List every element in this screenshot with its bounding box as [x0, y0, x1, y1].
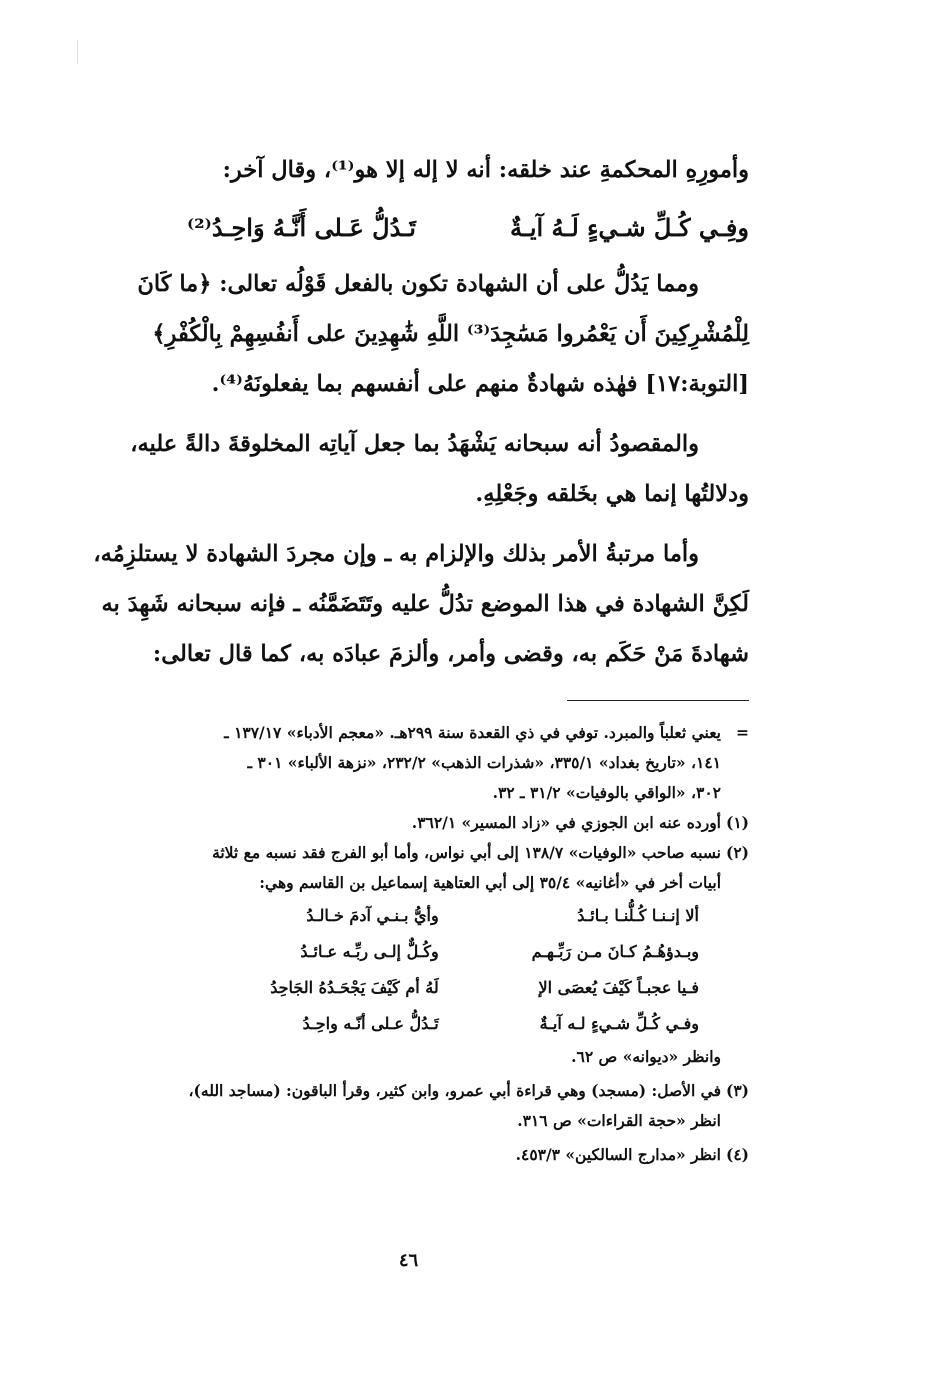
main-text — [93, 145, 749, 679]
poem-hemistich-right: وفـي كُـلِّ شـيءٍ لـه آيـةٌ — [539, 1014, 699, 1033]
footnote-line: ٣٠٢، «الواقي بالوفيات» ٣١/٢ ـ ٣٢. — [492, 783, 721, 802]
body-line: لِلْمُشْرِكِينَ أَن يَعْمُروا مَسَٰجِدَ⁽³⁾ اللَّهِ شَٰهِدِينَ على أَنفُسِهِمْ بِالْكُفْرِ﴾ — [152, 321, 749, 347]
footnote-2: (٢)نسبه صاحب «الوفيات» ١٣٨/٧ إلى أبي نواس، وأما أبو الفرج فقد نسبه مع ثلاثة — [212, 843, 749, 862]
body-line: لَكِنَّ الشهادة في هذا الموضع تدُلُّ عليه وتَتَضَمَّنُه ـ فإنه سبحانه شَهِدَ به — [101, 591, 749, 617]
poem-hemistich-left: لَهُ أم كَيْفَ يَجْحَـدُهُ الجَاحِدُ — [270, 978, 439, 997]
poem-hemistich-left: وأيُّ بـنـي آدمَ خـالـدُ — [306, 906, 439, 925]
footnote-line: وانظر «ديوانه» ص ٦٢. — [571, 1047, 721, 1066]
body-line: وأما مرتبةُ الأمر بذلك والإلزام به ـ وإن مجردَ الشهادة لا يستلزِمُه، — [93, 541, 699, 567]
footnote-poem — [187, 898, 749, 1042]
footnote-3: (٣)في الأصل: (مسجد) وهي قراءة أبي عمرو، وابن كثير، وقرأ الباقون: (مساجد الله)، — [188, 1081, 749, 1100]
body-line: ودلالتُها إنما هي بخَلقه وجَعْلِهِ. — [475, 481, 749, 507]
verse-line — [187, 203, 749, 253]
poem-hemistich-left: تَـدُلُّ عـلى أنّـه واحِـدُ — [302, 1014, 439, 1033]
poem-verse — [217, 898, 699, 934]
poem-verse — [217, 970, 699, 1006]
footnote-line: أبيات أخر في «أغانيه» ٣٥/٤ إلى أبي العتاهية إسماعيل بن القاسم وهي: — [259, 873, 721, 892]
body-line: شهادةَ مَنْ حَكَم به، وقضى وأمر، وألزمَ عبادَه به، كما قال تعالى: — [152, 641, 749, 667]
footnote-line: ١٤١، «تاريخ بغداد» ٣٣٥/١، «شذرات الذهب» ٢٣٢/٢، «نزهة الألباء» ٣٠١ ـ — [247, 753, 721, 772]
poem-verse — [217, 1006, 699, 1042]
body-line: [التوبة:١٧] فهٰذه شهادةٌ منهم على أنفسهم بما يفعلونَهُ⁽⁴⁾. — [211, 371, 749, 397]
footnote-1: (١)أورده عنه ابن الجوزي في «زاد المسير» ٣٦٢/١. — [411, 813, 749, 832]
poem-hemistich-left: وكُـلٌّ إلـى ربِّـه عـائـدُ — [300, 942, 439, 961]
scan-mark — [77, 40, 78, 64]
footnote-marker: = — [736, 723, 749, 742]
verse-hemistich-right: وفِـي كُـلِّ شـيءٍ لَـهُ آيـةٌ — [509, 213, 749, 242]
body-line: وأمورِهِ المحكمةِ عند خلقه: أنه لا إله إلا هو⁽¹⁾، وقال آخر: — [222, 157, 749, 183]
poem-hemistich-right: ألا إنـنـا كُـلُّنـا بـائـدُ — [577, 906, 699, 925]
body-line: والمقصودُ أنه سبحانه يَشْهَدُ بما جعل آياتِه المخلوقةَ دالةً عليه، — [130, 431, 699, 457]
footnote-4: (٤)انظر «مدارج السالكين» ٤٥٣/٣. — [515, 1145, 749, 1164]
footnote-line: =يعني ثعلباً والمبرد. توفي في ذي القعدة سنة ٢٩٩هـ. «معجم الأدباء» ١٣٧/١٧ ـ — [187, 718, 749, 748]
page-number: ٤٦ — [398, 1250, 419, 1271]
verse-hemistich-left: تَـدُلُّ عَـلى أَنَّـهُ وَاحِـدُ⁽²⁾ — [187, 213, 416, 242]
body-line: ومما يَدُلُّ على أن الشهادة تكون بالفعل قَوْلُه تعالى: ﴿ما كَانَ — [137, 271, 699, 297]
poem-hemistich-right: فـيا عجبـاً كَيْفَ يُعصَى الإ — [538, 978, 699, 997]
footnotes — [187, 718, 749, 1170]
footnote-separator — [567, 700, 749, 701]
poem-hemistich-right: وبـدؤهُـمُ كـانَ مـن رَبِّـهـم — [531, 942, 699, 961]
footnote-line: انظر «حجة القراءات» ص ٣١٦. — [517, 1111, 721, 1130]
poem-verse — [217, 934, 699, 970]
